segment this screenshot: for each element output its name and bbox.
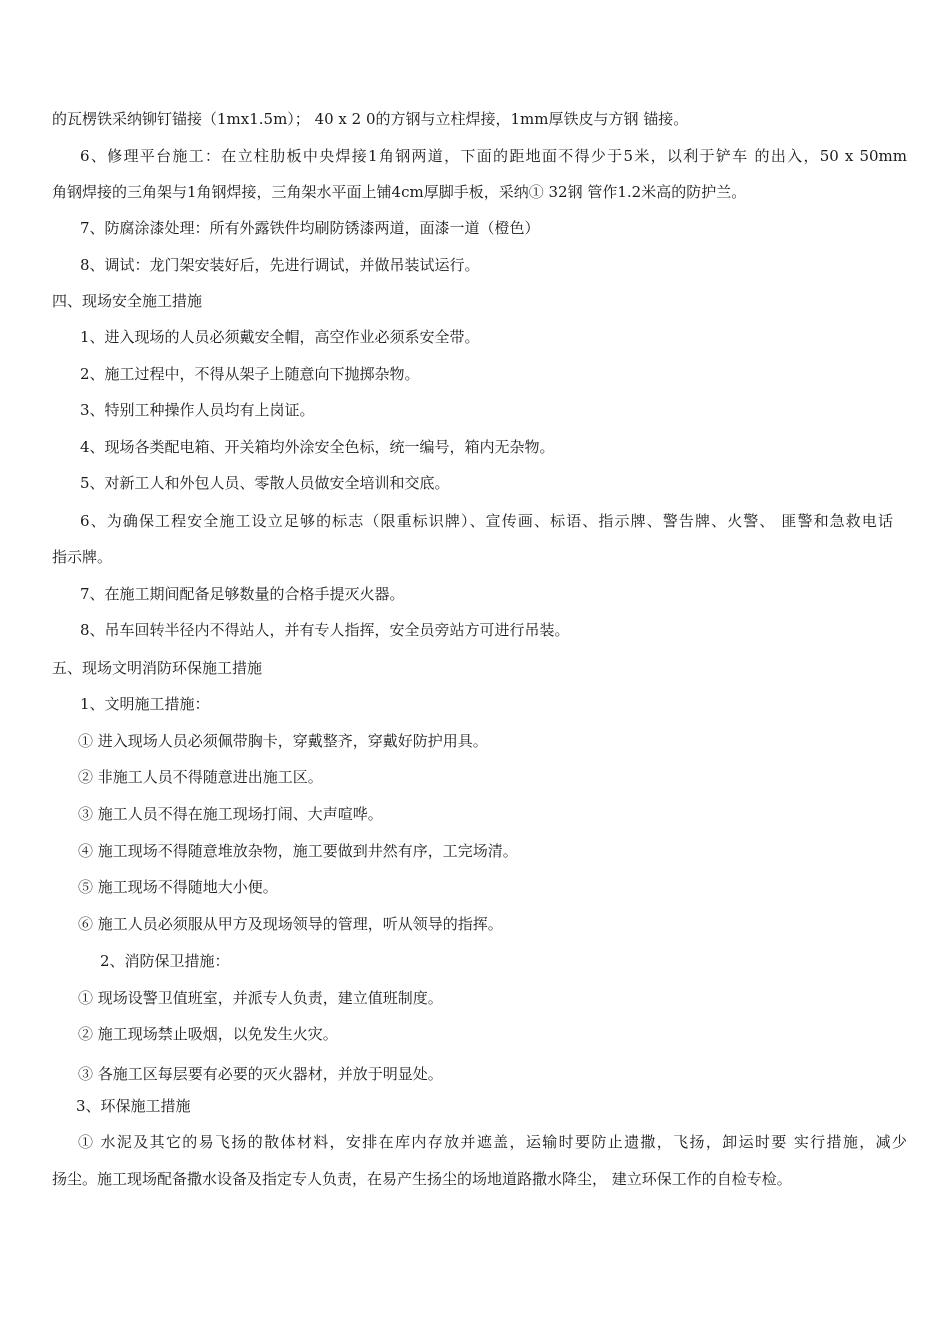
section-heading: 四、现场安全施工措施	[52, 292, 203, 310]
subsection-heading: 3、环保施工措施	[76, 1097, 191, 1115]
list-item: ④ 施工现场不得随意堆放杂物，施工要做到井然有序，工完场清。	[78, 842, 518, 860]
list-item: ① 水泥及其它的易飞扬的散体材料，安排在库内存放并遮盖，运输时要防止遗撒，飞扬，卸运时要 实行措施，减少	[78, 1133, 907, 1151]
paragraph-line: 5、对新工人和外包人员、零散人员做安全培训和交底。	[80, 474, 450, 492]
paragraph-line: 7、防腐涂漆处理：所有外露铁件均刷防锈漆两道，面漆一道（橙色）	[80, 219, 540, 237]
list-item: ① 现场设警卫值班室，并派专人负责，建立值班制度。	[78, 989, 443, 1007]
paragraph-line: 扬尘。施工现场配备撒水设备及指定专人负责，在易产生扬尘的场地道路撒水降尘， 建立环保工作的自检专检。	[52, 1170, 792, 1188]
paragraph-line: 4、现场各类配电箱、开关箱均外涂安全色标，统一编号，箱内无杂物。	[80, 438, 555, 456]
paragraph-line: 1、进入现场的人员必须戴安全帽，高空作业必须系安全带。	[80, 328, 480, 346]
list-item: ① 进入现场人员必须佩带胸卡，穿戴整齐，穿戴好防护用具。	[78, 732, 488, 750]
paragraph-line: 3、特别工种操作人员均有上岗证。	[80, 401, 315, 419]
paragraph-line: 8、吊车回转半径内不得站人，并有专人指挥，安全员旁站方可进行吊装。	[80, 621, 570, 639]
subsection-heading: 1、文明施工措施：	[80, 695, 210, 713]
paragraph-line: 8、调试：龙门架安装好后，先进行调试，并做吊装试运行。	[80, 256, 480, 274]
paragraph-line: 2、施工过程中，不得从架子上随意向下抛掷杂物。	[80, 365, 420, 383]
paragraph-line: 7、在施工期间配备足够数量的合格手提灭火器。	[80, 585, 405, 603]
paragraph-line: 的瓦楞铁采纳铆钉锚接（1mx1.5m）； 40 x 2 0的方钢与立柱焊接，1mm厚铁皮与方钢 锚接。	[52, 110, 689, 128]
subsection-heading: 2、消防保卫措施：	[100, 952, 230, 970]
list-item: ③ 各施工区每层要有必要的灭火器材，并放于明显处。	[78, 1065, 443, 1083]
list-item: ⑥ 施工人员必须服从甲方及现场领导的管理，听从领导的指挥。	[78, 915, 503, 933]
paragraph-line: 指示牌。	[52, 548, 113, 566]
section-heading: 五、现场文明消防环保施工措施	[52, 659, 263, 677]
paragraph-line: 6、修理平台施工：在立柱肋板中央焊接1角钢两道，下面的距地面不得少于5米，以利于铲车 的出入，50 x 50mm	[80, 147, 907, 165]
list-item: ② 施工现场禁止吸烟，以免发生火灾。	[78, 1025, 338, 1043]
list-item: ② 非施工人员不得随意进出施工区。	[78, 768, 323, 786]
list-item: ③ 施工人员不得在施工现场打闹、大声喧哗。	[78, 805, 383, 823]
paragraph-line: 6、为确保工程安全施工设立足够的标志（限重标识牌）、宣传画、标语、指示牌、警告牌、火警、 匪警和急救电话	[80, 512, 893, 530]
list-item: ⑤ 施工现场不得随地大小便。	[78, 878, 278, 896]
paragraph-line: 角钢焊接的三角架与1角钢焊接，三角架水平面上铺4cm厚脚手板，采纳① 32钢 管作1.2米高的防护兰。	[52, 183, 747, 201]
